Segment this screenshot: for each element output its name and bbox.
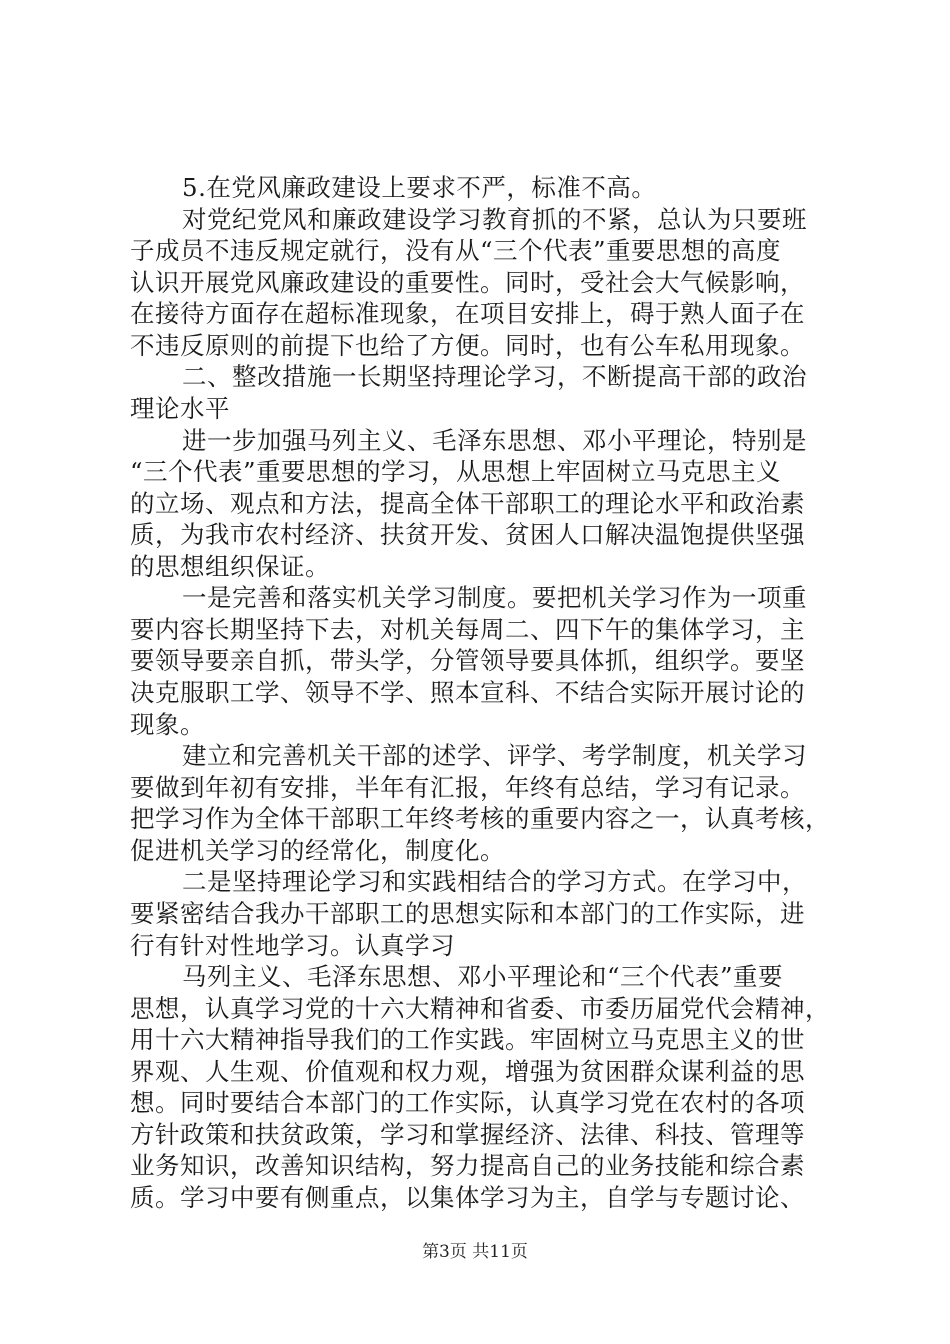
text-line: 质。学习中要有侧重点，以集体学习为主，自学与专题讨论、 bbox=[130, 1183, 805, 1212]
text-line: 要内容长期坚持下去，对机关每周二、四下午的集体学习，主 bbox=[130, 615, 805, 644]
text-line: 用十六大精神指导我们的工作实践。牢固树立马克思主义的世 bbox=[130, 1025, 805, 1054]
text-line: 要领导要亲自抓，带头学，分管领导要具体抓，组织学。要坚 bbox=[130, 646, 805, 675]
text-line: 不违反原则的前提下也给了方便。同时，也有公车私用现象。 bbox=[130, 331, 805, 360]
text-line: 理论水平 bbox=[130, 394, 230, 423]
text-line: 要做到年初有安排，半年有汇报，年终有总结，学习有记录。 bbox=[130, 773, 805, 802]
text-line: 二、整改措施一长期坚持理论学习，不断提高干部的政治 bbox=[182, 362, 807, 391]
text-line: 的立场、观点和方法，提高全体干部职工的理论水平和政治素 bbox=[130, 489, 805, 518]
text-line: 的思想组织保证。 bbox=[130, 552, 330, 581]
text-line: 思想，认真学习党的十六大精神和省委、市委历届党代会精神， bbox=[130, 994, 830, 1023]
text-line: 把学习作为全体干部职工年终考核的重要内容之一，认真考核， bbox=[130, 804, 830, 833]
text-line: 方针政策和扶贫政策，学习和掌握经济、法律、科技、管理等 bbox=[130, 1120, 805, 1149]
text-line: “三个代表”重要思想的学习，从思想上牢固树立马克思主义 bbox=[130, 457, 782, 486]
text-line: 子成员不违反规定就行，没有从“三个代表”重要思想的高度 bbox=[130, 236, 782, 265]
text-line: 对党纪党风和廉政建设学习教育抓的不紧，总认为只要班 bbox=[182, 205, 807, 234]
text-line: 建立和完善机关干部的述学、评学、考学制度，机关学习 bbox=[182, 741, 807, 770]
text-line: 进一步加强马列主义、毛泽东思想、邓小平理论，特别是 bbox=[182, 426, 807, 455]
text-line: 行有针对性地学习。认真学习 bbox=[130, 931, 455, 960]
text-line: 现象。 bbox=[130, 710, 205, 739]
text-line: 5.在党风廉政建设上要求不严，标准不高。 bbox=[182, 173, 657, 202]
text-line: 业务知识，改善知识结构，努力提高自己的业务技能和综合素 bbox=[130, 1151, 805, 1180]
text-line: 在接待方面存在超标准现象，在项目安排上，碍于熟人面子在 bbox=[130, 299, 805, 328]
text-line: 质，为我市农村经济、扶贫开发、贫困人口解决温饱提供坚强 bbox=[130, 520, 805, 549]
text-line: 一是完善和落实机关学习制度。要把机关学习作为一项重 bbox=[182, 583, 807, 612]
text-line: 要紧密结合我办干部职工的思想实际和本部门的工作实际，进 bbox=[130, 899, 805, 928]
text-line: 马列主义、毛泽东思想、邓小平理论和“三个代表”重要 bbox=[182, 962, 784, 991]
text-line: 认识开展党风廉政建设的重要性。同时，受社会大气候影响， bbox=[130, 268, 805, 297]
text-line: 决克服职工学、领导不学、照本宣科、不结合实际开展讨论的 bbox=[130, 678, 805, 707]
text-line: 二是坚持理论学习和实践相结合的学习方式。在学习中， bbox=[182, 867, 807, 896]
text-line: 想。同时要结合本部门的工作实际，认真学习党在农村的各项 bbox=[130, 1088, 805, 1117]
text-line: 促进机关学习的经常化，制度化。 bbox=[130, 836, 505, 865]
page-number: 第3页 共11页 bbox=[422, 1242, 528, 1262]
text-line: 界观、人生观、价值观和权力观，增强为贫困群众谋利益的思 bbox=[130, 1057, 805, 1086]
